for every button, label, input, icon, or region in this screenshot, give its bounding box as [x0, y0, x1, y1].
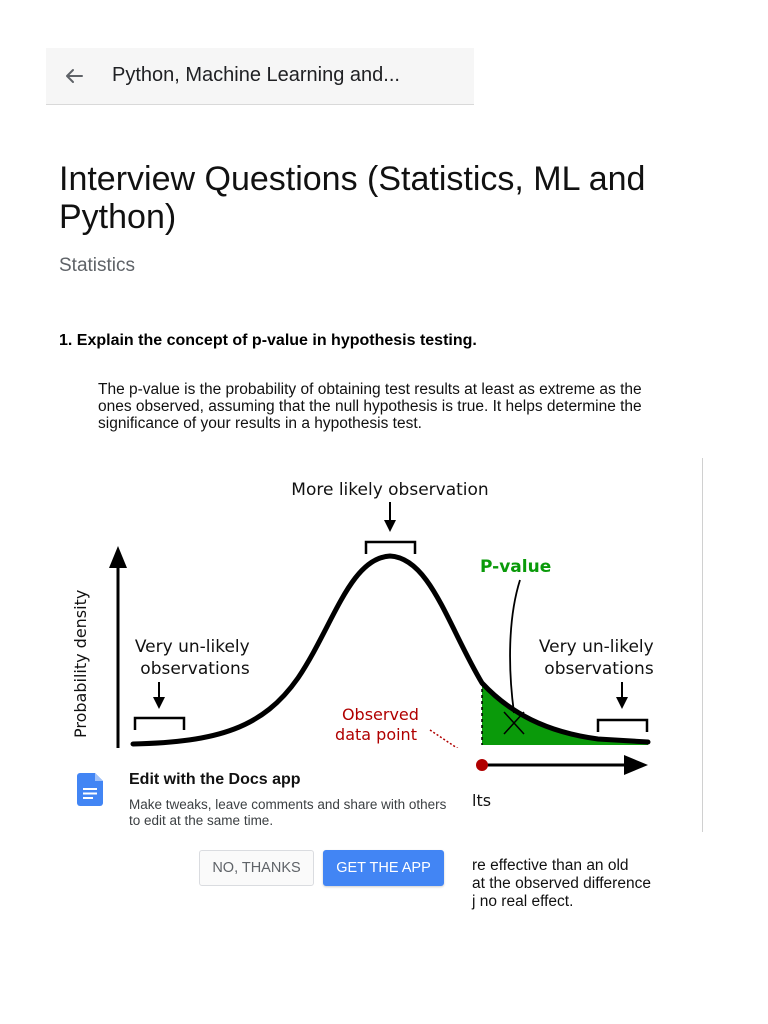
observed-label [335, 705, 424, 744]
partial-line-3: j no real effect. [472, 893, 574, 910]
p-value-label: P-value [480, 557, 552, 577]
left-unlikely-line-1: Very un-likely [134, 637, 250, 657]
partial-line-1: re effective than an old [472, 857, 629, 874]
left-unlikely-label [135, 637, 255, 679]
more-likely-label: More likely observation [291, 480, 489, 500]
right-unlikely-arrow [616, 682, 628, 709]
observed-line-1: Observed [341, 705, 419, 724]
more-likely-bracket [366, 542, 415, 554]
right-unlikely-line-1: Very un-likely [538, 637, 654, 657]
arrow-left-icon [60, 62, 88, 90]
figure-border [702, 458, 703, 832]
right-unlikely-bracket [598, 720, 647, 732]
docs-app-banner [60, 748, 463, 832]
right-unlikely-label [539, 637, 659, 679]
left-unlikely-arrow [153, 682, 165, 709]
banner-title: Edit with the Docs app [129, 771, 301, 788]
p-value-pointer [510, 580, 520, 713]
x-axis-label: lts [472, 791, 492, 810]
observed-line-2: data point [335, 725, 417, 744]
more-likely-arrow [384, 502, 396, 532]
banner-body: Make tweaks, leave comments and share with others to edit at the same time. [129, 797, 447, 828]
x-axis-arrow [478, 755, 648, 775]
partial-line-2: at the observed difference [472, 875, 651, 892]
page-title: Interview Questions (Statistics, ML and Python) [59, 160, 646, 236]
page-subtitle: Statistics [59, 255, 136, 276]
partially-hidden-paragraph [472, 857, 692, 911]
observed-pointer [430, 730, 460, 750]
p-value-area [482, 683, 648, 745]
observed-data-point [476, 759, 488, 771]
right-unlikely-line-2: observations [544, 659, 654, 679]
get-the-app-button[interactable]: GET THE APP [323, 850, 444, 886]
left-unlikely-bracket [135, 718, 184, 730]
question-heading: 1. Explain the concept of p-value in hypothesis testing. [59, 332, 477, 349]
no-thanks-button[interactable]: NO, THANKS [199, 850, 314, 886]
y-axis-label: Probability density [71, 589, 90, 738]
left-unlikely-line-2: observations [140, 659, 250, 679]
document-name: Python, Machine Learning and... [112, 64, 400, 86]
google-docs-icon [77, 773, 103, 806]
y-axis-arrow [109, 546, 127, 750]
back-button[interactable] [60, 62, 88, 90]
answer-paragraph: The p-value is the probability of obtaining test results at least as extreme as the ones observed, assuming that the null hypothesis is true. It helps determine the significance of your results in a hypothesis test. [98, 381, 642, 432]
app-bar [46, 48, 474, 105]
